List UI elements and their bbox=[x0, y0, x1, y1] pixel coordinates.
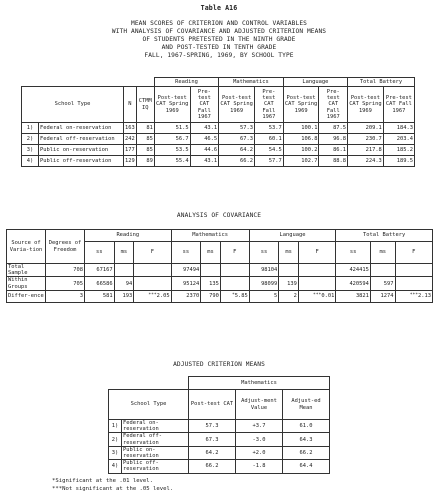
value-cell: 2370 bbox=[171, 290, 201, 302]
table-row bbox=[109, 446, 330, 459]
value-cell: 51.5 bbox=[154, 123, 190, 134]
school-type-cell: Federal off-reservation bbox=[39, 134, 124, 145]
value-cell: 135 bbox=[201, 277, 221, 290]
school-type-cell: Public on-reservation bbox=[122, 446, 189, 459]
title-line: WITH ANALYSIS OF COVARIANCE AND ADJUSTED CRITERION MEANS bbox=[111, 28, 327, 35]
value-cell: 230.7 bbox=[348, 134, 384, 145]
header-adjustment: Adjust-ment Value bbox=[236, 390, 283, 420]
value-cell: 43.1 bbox=[190, 156, 219, 167]
iq-cell: 85 bbox=[136, 145, 154, 156]
header-ss: ss bbox=[249, 242, 279, 264]
value-cell: 217.8 bbox=[348, 145, 384, 156]
value-cell: 581 bbox=[85, 290, 115, 302]
title-line: MEAN SCORES OF CRITERION AND CONTROL VARIABLES bbox=[131, 20, 307, 27]
value-cell: 66.2 bbox=[283, 446, 330, 459]
value-cell: 100.1 bbox=[283, 123, 319, 134]
value-cell: 96.8 bbox=[319, 134, 348, 145]
value-cell: 98099 bbox=[249, 277, 279, 290]
school-type-cell: Public off-reservation bbox=[39, 156, 124, 167]
value-cell bbox=[298, 277, 335, 290]
value-cell: 139 bbox=[279, 277, 299, 290]
f-value: 2.13 bbox=[418, 293, 431, 300]
source-cell: Total Sample bbox=[7, 264, 46, 277]
value-cell: 790 bbox=[201, 290, 221, 302]
f-value: 5.85 bbox=[234, 293, 248, 300]
school-type-cell: Public on-reservation bbox=[39, 145, 124, 156]
table-row bbox=[22, 134, 415, 145]
f-cell bbox=[134, 290, 171, 302]
value-cell: 86.1 bbox=[319, 145, 348, 156]
covariance-table bbox=[6, 229, 433, 303]
row-index: 3) bbox=[109, 446, 122, 459]
value-cell: 100.2 bbox=[283, 145, 319, 156]
value-cell: 60.1 bbox=[255, 134, 284, 145]
row-index: 1) bbox=[22, 123, 39, 134]
value-cell: 67167 bbox=[85, 264, 115, 277]
value-cell: 106.8 bbox=[283, 134, 319, 145]
header-reading: Reading bbox=[85, 230, 172, 242]
header-school-type: School Type bbox=[22, 87, 124, 123]
value-cell: 94 bbox=[114, 277, 134, 290]
title-line: FALL, 1967-SPRING, 1969, BY SCHOOL TYPE bbox=[144, 52, 294, 59]
value-cell: 95124 bbox=[171, 277, 201, 290]
value-cell: 193 bbox=[114, 290, 134, 302]
iq-cell: 81 bbox=[136, 123, 154, 134]
value-cell bbox=[395, 264, 432, 277]
significance-mark: *** bbox=[148, 293, 157, 299]
row-index: 2) bbox=[109, 433, 122, 446]
value-cell: -1.8 bbox=[236, 460, 283, 473]
value-cell: 53.7 bbox=[255, 123, 284, 134]
n-cell: 129 bbox=[124, 156, 137, 167]
header-math: Mathematics bbox=[219, 78, 284, 87]
table-title bbox=[0, 20, 438, 60]
header-ms: ms bbox=[279, 242, 299, 264]
n-cell: 163 bbox=[124, 123, 137, 134]
value-cell: 66586 bbox=[85, 277, 115, 290]
df-cell: 708 bbox=[46, 264, 85, 277]
value-cell: 61.0 bbox=[283, 420, 330, 433]
adjusted-title: ADJUSTED CRITERION MEANS bbox=[173, 361, 265, 368]
value-cell: 54.5 bbox=[255, 145, 284, 156]
value-cell: 3821 bbox=[336, 290, 371, 302]
value-cell bbox=[395, 277, 432, 290]
header-ss: ss bbox=[171, 242, 201, 264]
value-cell: 64.3 bbox=[283, 433, 330, 446]
value-cell: 64.2 bbox=[189, 446, 236, 459]
value-cell: 102.7 bbox=[283, 156, 319, 167]
adjusted-means-table bbox=[108, 376, 330, 474]
header-post: Post-test CAT Spring 1969 bbox=[219, 87, 255, 123]
header-f: F bbox=[395, 242, 432, 264]
iq-cell: 85 bbox=[136, 134, 154, 145]
value-cell: 56.7 bbox=[154, 134, 190, 145]
header-adjusted-mean: Adjust-ed Mean bbox=[283, 390, 330, 420]
value-cell: 57.7 bbox=[255, 156, 284, 167]
value-cell bbox=[134, 277, 171, 290]
value-cell: 67.3 bbox=[189, 433, 236, 446]
header-reading: Reading bbox=[154, 78, 218, 87]
row-index: 4) bbox=[109, 460, 122, 473]
header-math: Mathematics bbox=[189, 377, 330, 390]
value-cell: 66.2 bbox=[219, 156, 255, 167]
f-value: 2.05 bbox=[156, 293, 170, 300]
header-f: F bbox=[134, 242, 171, 264]
significance-mark: *** bbox=[409, 293, 419, 299]
header-post: Post-test CAT Spring 1969 bbox=[154, 87, 190, 123]
table-row bbox=[109, 433, 330, 446]
header-school-type: School Type bbox=[109, 390, 189, 420]
table-row bbox=[22, 123, 415, 134]
header-pre: Pre-test CAT Fall 1967 bbox=[319, 87, 348, 123]
header-math: Mathematics bbox=[171, 230, 249, 242]
value-cell: 424415 bbox=[336, 264, 371, 277]
value-cell: 5 bbox=[249, 290, 279, 302]
header-ms: ms bbox=[370, 242, 395, 264]
value-cell: 203.4 bbox=[383, 134, 414, 145]
value-cell: 64.4 bbox=[283, 460, 330, 473]
footnote: *Significant at the .01 level. bbox=[52, 478, 154, 484]
value-cell: 97494 bbox=[171, 264, 201, 277]
value-cell bbox=[134, 264, 171, 277]
school-type-cell: Federal off-reservation bbox=[122, 433, 189, 446]
source-cell: Differ-ence bbox=[7, 290, 46, 302]
value-cell: 597 bbox=[370, 277, 395, 290]
value-cell: 184.3 bbox=[383, 123, 414, 134]
value-cell: +3.7 bbox=[236, 420, 283, 433]
table-row bbox=[7, 277, 433, 290]
footnotes bbox=[52, 477, 173, 493]
iq-cell: 89 bbox=[136, 156, 154, 167]
header-source: Source of Varia-tion bbox=[7, 230, 46, 264]
value-cell: 88.8 bbox=[319, 156, 348, 167]
header-ms: ms bbox=[201, 242, 221, 264]
value-cell bbox=[370, 264, 395, 277]
value-cell: +2.0 bbox=[236, 446, 283, 459]
value-cell: 43.1 bbox=[190, 123, 219, 134]
value-cell: 53.5 bbox=[154, 145, 190, 156]
table-id: Table A16 bbox=[200, 4, 238, 12]
value-cell bbox=[298, 264, 335, 277]
header-pre: Pre-test CAT Fall 1967 bbox=[190, 87, 219, 123]
header-f: F bbox=[220, 242, 249, 264]
value-cell: 185.2 bbox=[383, 145, 414, 156]
value-cell bbox=[279, 264, 299, 277]
header-pre: Pre-test CAT Fall 1967 bbox=[383, 87, 414, 123]
header-post: Post-test CAT bbox=[189, 390, 236, 420]
f-cell bbox=[298, 290, 335, 302]
value-cell: -3.0 bbox=[236, 433, 283, 446]
header-ss: ss bbox=[85, 242, 115, 264]
title-line: OF STUDENTS PRETESTED IN THE NINTH GRADE bbox=[142, 36, 296, 43]
covariance-title: ANALYSIS OF COVARIANCE bbox=[176, 212, 262, 219]
significance-mark: *** bbox=[313, 293, 322, 299]
value-cell: 224.3 bbox=[348, 156, 384, 167]
value-cell: 87.5 bbox=[319, 123, 348, 134]
table-row bbox=[7, 264, 433, 277]
df-cell: 705 bbox=[46, 277, 85, 290]
f-cell bbox=[395, 290, 432, 302]
value-cell: 67.3 bbox=[219, 134, 255, 145]
row-index: 2) bbox=[22, 134, 39, 145]
header-language: Language bbox=[283, 78, 347, 87]
header-n: N bbox=[124, 87, 137, 123]
n-cell: 177 bbox=[124, 145, 137, 156]
value-cell: 44.6 bbox=[190, 145, 219, 156]
header-df: Degrees of Freedom bbox=[46, 230, 85, 264]
row-index: 1) bbox=[109, 420, 122, 433]
value-cell: 64.2 bbox=[219, 145, 255, 156]
school-type-cell: Federal on-reservation bbox=[39, 123, 124, 134]
n-cell: 242 bbox=[124, 134, 137, 145]
means-table bbox=[21, 77, 415, 167]
value-cell bbox=[114, 264, 134, 277]
header-ms: ms bbox=[114, 242, 134, 264]
value-cell: 55.4 bbox=[154, 156, 190, 167]
significance-mark: * bbox=[231, 293, 235, 299]
header-ss: ss bbox=[336, 242, 371, 264]
value-cell: 57.3 bbox=[189, 420, 236, 433]
value-cell: 66.2 bbox=[189, 460, 236, 473]
header-language: Language bbox=[249, 230, 336, 242]
table-row bbox=[7, 290, 433, 302]
school-type-cell: Public off-reservation bbox=[122, 460, 189, 473]
f-cell bbox=[220, 290, 249, 302]
value-cell: 98104 bbox=[249, 264, 279, 277]
header-ctmm: CTMM IQ bbox=[136, 87, 154, 123]
value-cell: 1274 bbox=[370, 290, 395, 302]
value-cell: 189.5 bbox=[383, 156, 414, 167]
table-row bbox=[22, 156, 415, 167]
title-line: AND POST-TESTED IN TENTH GRADE bbox=[161, 44, 277, 51]
header-pre: Pre-test CAT Fall 1967 bbox=[255, 87, 284, 123]
value-cell bbox=[220, 277, 249, 290]
value-cell: 420594 bbox=[336, 277, 371, 290]
table-row bbox=[109, 420, 330, 433]
value-cell bbox=[220, 264, 249, 277]
source-cell: Within Groups bbox=[7, 277, 46, 290]
row-index: 4) bbox=[22, 156, 39, 167]
footnote: ***Not significant at the .05 level. bbox=[52, 486, 174, 492]
header-f: F bbox=[298, 242, 335, 264]
value-cell: 57.3 bbox=[219, 123, 255, 134]
table-row bbox=[22, 145, 415, 156]
header-post: Post-test CAT Spring 1969 bbox=[283, 87, 319, 123]
header-total: Total Battery bbox=[336, 230, 433, 242]
header-total: Total Battery bbox=[348, 78, 415, 87]
value-cell: 2 bbox=[279, 290, 299, 302]
df-cell: 3 bbox=[46, 290, 85, 302]
value-cell: 209.1 bbox=[348, 123, 384, 134]
header-post: Post-test CAT Spring 1969 bbox=[348, 87, 384, 123]
row-index: 3) bbox=[22, 145, 39, 156]
value-cell bbox=[201, 264, 221, 277]
f-value: 0.01 bbox=[321, 293, 335, 300]
value-cell: 46.5 bbox=[190, 134, 219, 145]
school-type-cell: Federal on-reservation bbox=[122, 420, 189, 433]
table-row bbox=[109, 460, 330, 473]
